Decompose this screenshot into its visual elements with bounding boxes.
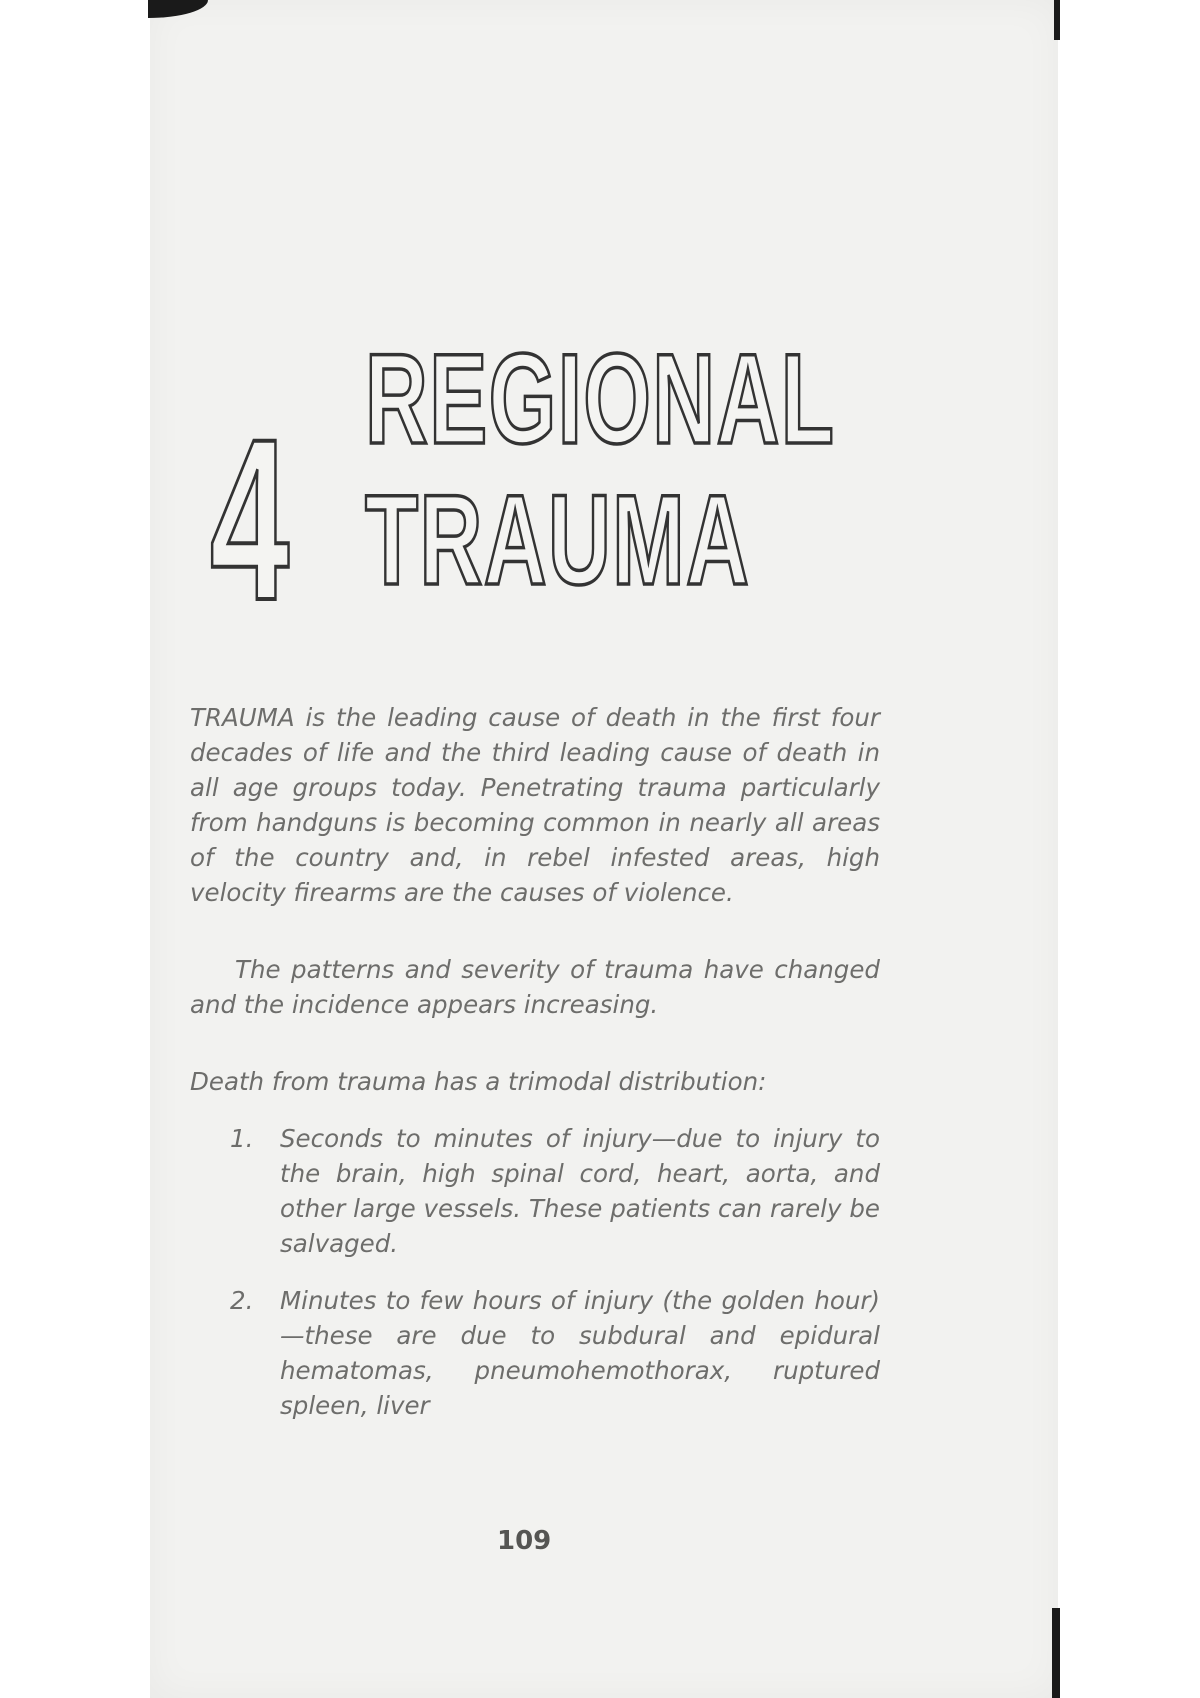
list-item-text: Minutes to few hours of injury (the golden hour) —these are due to subdural and epidural hematomas, pneumohemothorax, ruptured spleen, liver xyxy=(280,1286,880,1420)
chapter-title-line-1: REGIONAL xyxy=(365,328,836,471)
chapter-title xyxy=(365,330,1057,612)
chapter-heading xyxy=(210,328,836,648)
list-item xyxy=(190,1121,880,1261)
list-item xyxy=(190,1283,880,1423)
trimodal-list xyxy=(190,1121,880,1423)
list-item-number: 2. xyxy=(230,1286,254,1315)
paragraph-intro-trauma: TRAUMA is the leading cause of death in the first four decades of life and the third leading cause of death in all age groups today. Penetrating trauma particularly from handguns is becoming common in nearly all areas of the country and, in rebel infested areas, high velocity firearms are the causes of violence. xyxy=(190,703,880,907)
page-left-margin xyxy=(0,0,150,1698)
scan-edge-shadow-right xyxy=(1054,0,1060,40)
chapter-number: 4 xyxy=(210,391,290,648)
list-item-text: Seconds to minutes of injury—due to injury to the brain, high spinal cord, heart, aorta, and other large vessels. These patients can rarely be salvaged. xyxy=(280,1124,880,1258)
chapter-title-line-2: TRAUMA xyxy=(365,468,751,612)
list-item-number: 1. xyxy=(230,1124,254,1153)
scan-edge-shadow-bottom xyxy=(1052,1608,1060,1698)
paragraph-patterns: The patterns and severity of trauma have changed and the incidence appears increasing. xyxy=(190,955,880,1019)
paragraph-trimodal: Death from trauma has a trimodal distribution: xyxy=(190,1067,767,1096)
chapter-body xyxy=(190,700,880,1445)
page-number: 109 xyxy=(497,1526,552,1556)
